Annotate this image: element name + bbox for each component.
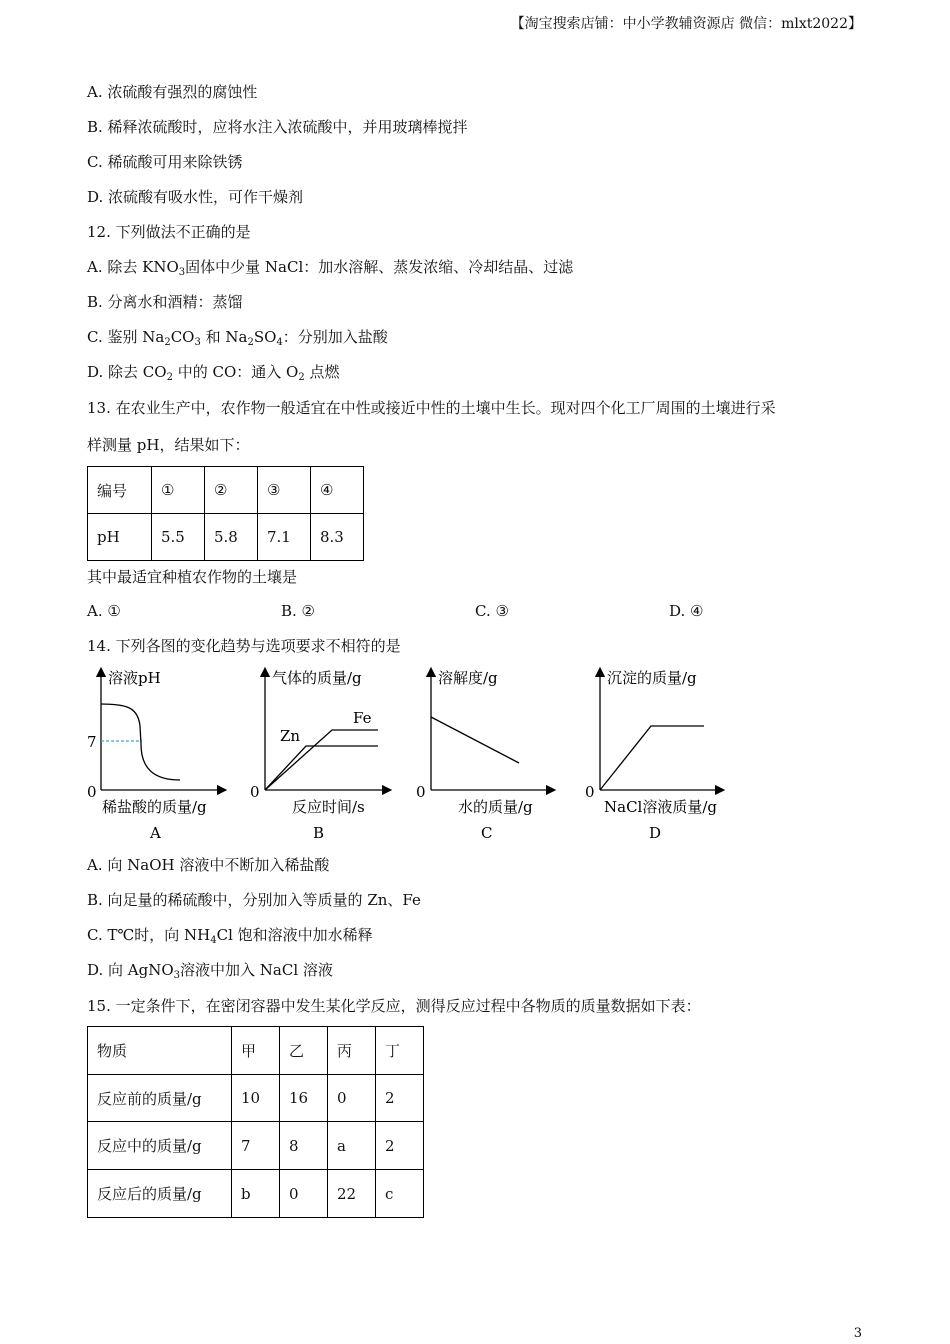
q11-option-b: B. 稀释浓硫酸时，应将水注入浓硫酸中，并用玻璃棒搅拌 — [87, 118, 468, 136]
graph-a-tick-7: 7 — [87, 733, 97, 751]
q13-table-cell: ④ — [311, 467, 364, 514]
page-number: 3 — [853, 1326, 862, 1341]
graph-d — [585, 669, 720, 842]
q14-option-c: C. T℃时，向 $NH_4Cl$ 饱和溶液中加水稀释 — [87, 926, 373, 946]
q14-option-b: B. 向足量的稀硫酸中，分别加入等质量的 Zn、Fe — [87, 891, 421, 909]
q15-table-cell: 反应前的质量/g — [88, 1075, 232, 1122]
graph-a-xlabel: 稀盐酸的质量/g — [102, 798, 207, 816]
q15-table-cell: 物质 — [88, 1027, 232, 1075]
graph-c-xlabel: 水的质量/g — [458, 798, 533, 816]
graph-d-caption: D — [649, 824, 662, 842]
q12-option-c: C. 鉴别 $Na_2CO_3$ 和 $Na_2SO_4$：分别加入盐酸 — [87, 328, 388, 348]
q15-table-cell: a — [328, 1122, 376, 1170]
graph-a-ph-curve — [101, 704, 180, 780]
q14-stem: 14. 下列各图的变化趋势与选项要求不相符的是 — [87, 637, 401, 655]
q15-table-cell: 反应中的质量/g — [88, 1122, 232, 1170]
q15-mass-table — [87, 1026, 424, 1218]
q13-stem-line1: 13. 在农业生产中，农作物一般适宜在中性或接近中性的土壤中生长。现对四个化工厂周围的土壤进行采 — [87, 399, 776, 417]
q13-table-cell: 7.1 — [258, 514, 311, 561]
q15-table-cell: 丙 — [328, 1027, 376, 1075]
graph-a-origin: 0 — [87, 783, 97, 801]
q13-table-cell: 编号 — [88, 467, 152, 514]
graph-c — [416, 669, 551, 842]
q15-table-cell: 16 — [280, 1075, 328, 1122]
graph-b-caption: B — [313, 824, 325, 842]
q13-question: 其中最适宜种植农作物的土壤是 — [87, 568, 298, 586]
graph-d-xlabel: NaCl溶液质量/g — [604, 798, 717, 816]
q15-table-cell: b — [232, 1170, 280, 1218]
graph-d-ylabel: 沉淀的质量/g — [607, 669, 697, 687]
q15-table-cell: 乙 — [280, 1027, 328, 1075]
graph-c-caption: C — [481, 824, 493, 842]
q13-table-cell: 5.5 — [152, 514, 205, 561]
q15-table-cell: 甲 — [232, 1027, 280, 1075]
q14-option-a: A. 向 NaOH 溶液中不断加入稀盐酸 — [87, 856, 330, 874]
q15-table-cell: 0 — [328, 1075, 376, 1122]
q12-option-a: A. 除去 $KNO_3$固体中少量 NaCl：加水溶解、蒸发浓缩、冷却结晶、过滤 — [87, 258, 574, 278]
q12-stem: 12. 下列做法不正确的是 — [87, 223, 251, 241]
page-header: 【淘宝搜索店铺：中小学教辅资源店 微信：mlxt2022】 — [510, 16, 862, 32]
q13-option-b: B. ② — [281, 602, 316, 620]
graph-a-caption: A — [150, 824, 161, 842]
q13-table-cell: 5.8 — [205, 514, 258, 561]
graph-c-ylabel: 溶解度/g — [438, 669, 498, 687]
graph-b-fe-label: Fe — [353, 709, 372, 727]
q15-table-cell: 8 — [280, 1122, 328, 1170]
q14-graphs — [0, 660, 950, 850]
q15-table-cell: 7 — [232, 1122, 280, 1170]
q15-table-cell: 反应后的质量/g — [88, 1170, 232, 1218]
q12-option-d: D. 除去 $CO_2$ 中的 CO：通入 $O_2$ 点燃 — [87, 363, 340, 383]
graph-b-zn-label: Zn — [280, 727, 301, 745]
q11-option-d: D. 浓硫酸有吸水性，可作干燥剂 — [87, 188, 304, 206]
q12-option-b: B. 分离水和酒精：蒸馏 — [87, 293, 243, 311]
q13-table-cell: ③ — [258, 467, 311, 514]
q13-option-c: C. ③ — [475, 602, 509, 620]
graph-a-ylabel: 溶液pH — [108, 669, 161, 687]
q13-table-cell: pH — [88, 514, 152, 561]
graph-d-origin: 0 — [585, 783, 595, 801]
graph-b — [250, 669, 387, 842]
q14-option-d: D. 向 AgNO$_3$溶液中加入 NaCl 溶液 — [87, 961, 333, 981]
graph-b-xlabel: 反应时间/s — [292, 798, 365, 816]
graph-a — [87, 669, 222, 842]
q15-stem: 15. 一定条件下，在密闭容器中发生某化学反应，测得反应过程中各物质的质量数据如下表： — [87, 997, 701, 1015]
q13-stem-line2: 样测量 pH，结果如下： — [87, 436, 250, 454]
graph-c-origin: 0 — [416, 783, 426, 801]
q11-option-a: A. 浓硫酸有强烈的腐蚀性 — [87, 83, 258, 101]
q15-table-cell: c — [376, 1170, 424, 1218]
q15-table-cell: 0 — [280, 1170, 328, 1218]
q15-table-cell: 丁 — [376, 1027, 424, 1075]
q11-option-c: C. 稀硫酸可用来除铁锈 — [87, 153, 243, 171]
graph-d-precipitate-line — [600, 726, 704, 790]
q15-table-cell: 2 — [376, 1122, 424, 1170]
graph-c-solubility-line — [431, 717, 519, 763]
q13-ph-table — [87, 466, 364, 561]
graph-b-zn-line — [265, 746, 378, 790]
q13-option-d: D. ④ — [669, 602, 704, 620]
q15-table-cell: 22 — [328, 1170, 376, 1218]
q13-table-cell: 8.3 — [311, 514, 364, 561]
graph-b-ylabel: 气体的质量/g — [272, 669, 362, 687]
q13-option-a: A. ① — [87, 602, 121, 620]
q13-table-cell: ② — [205, 467, 258, 514]
graph-b-origin: 0 — [250, 783, 260, 801]
q15-table-cell: 2 — [376, 1075, 424, 1122]
q15-table-cell: 10 — [232, 1075, 280, 1122]
q13-table-cell: ① — [152, 467, 205, 514]
